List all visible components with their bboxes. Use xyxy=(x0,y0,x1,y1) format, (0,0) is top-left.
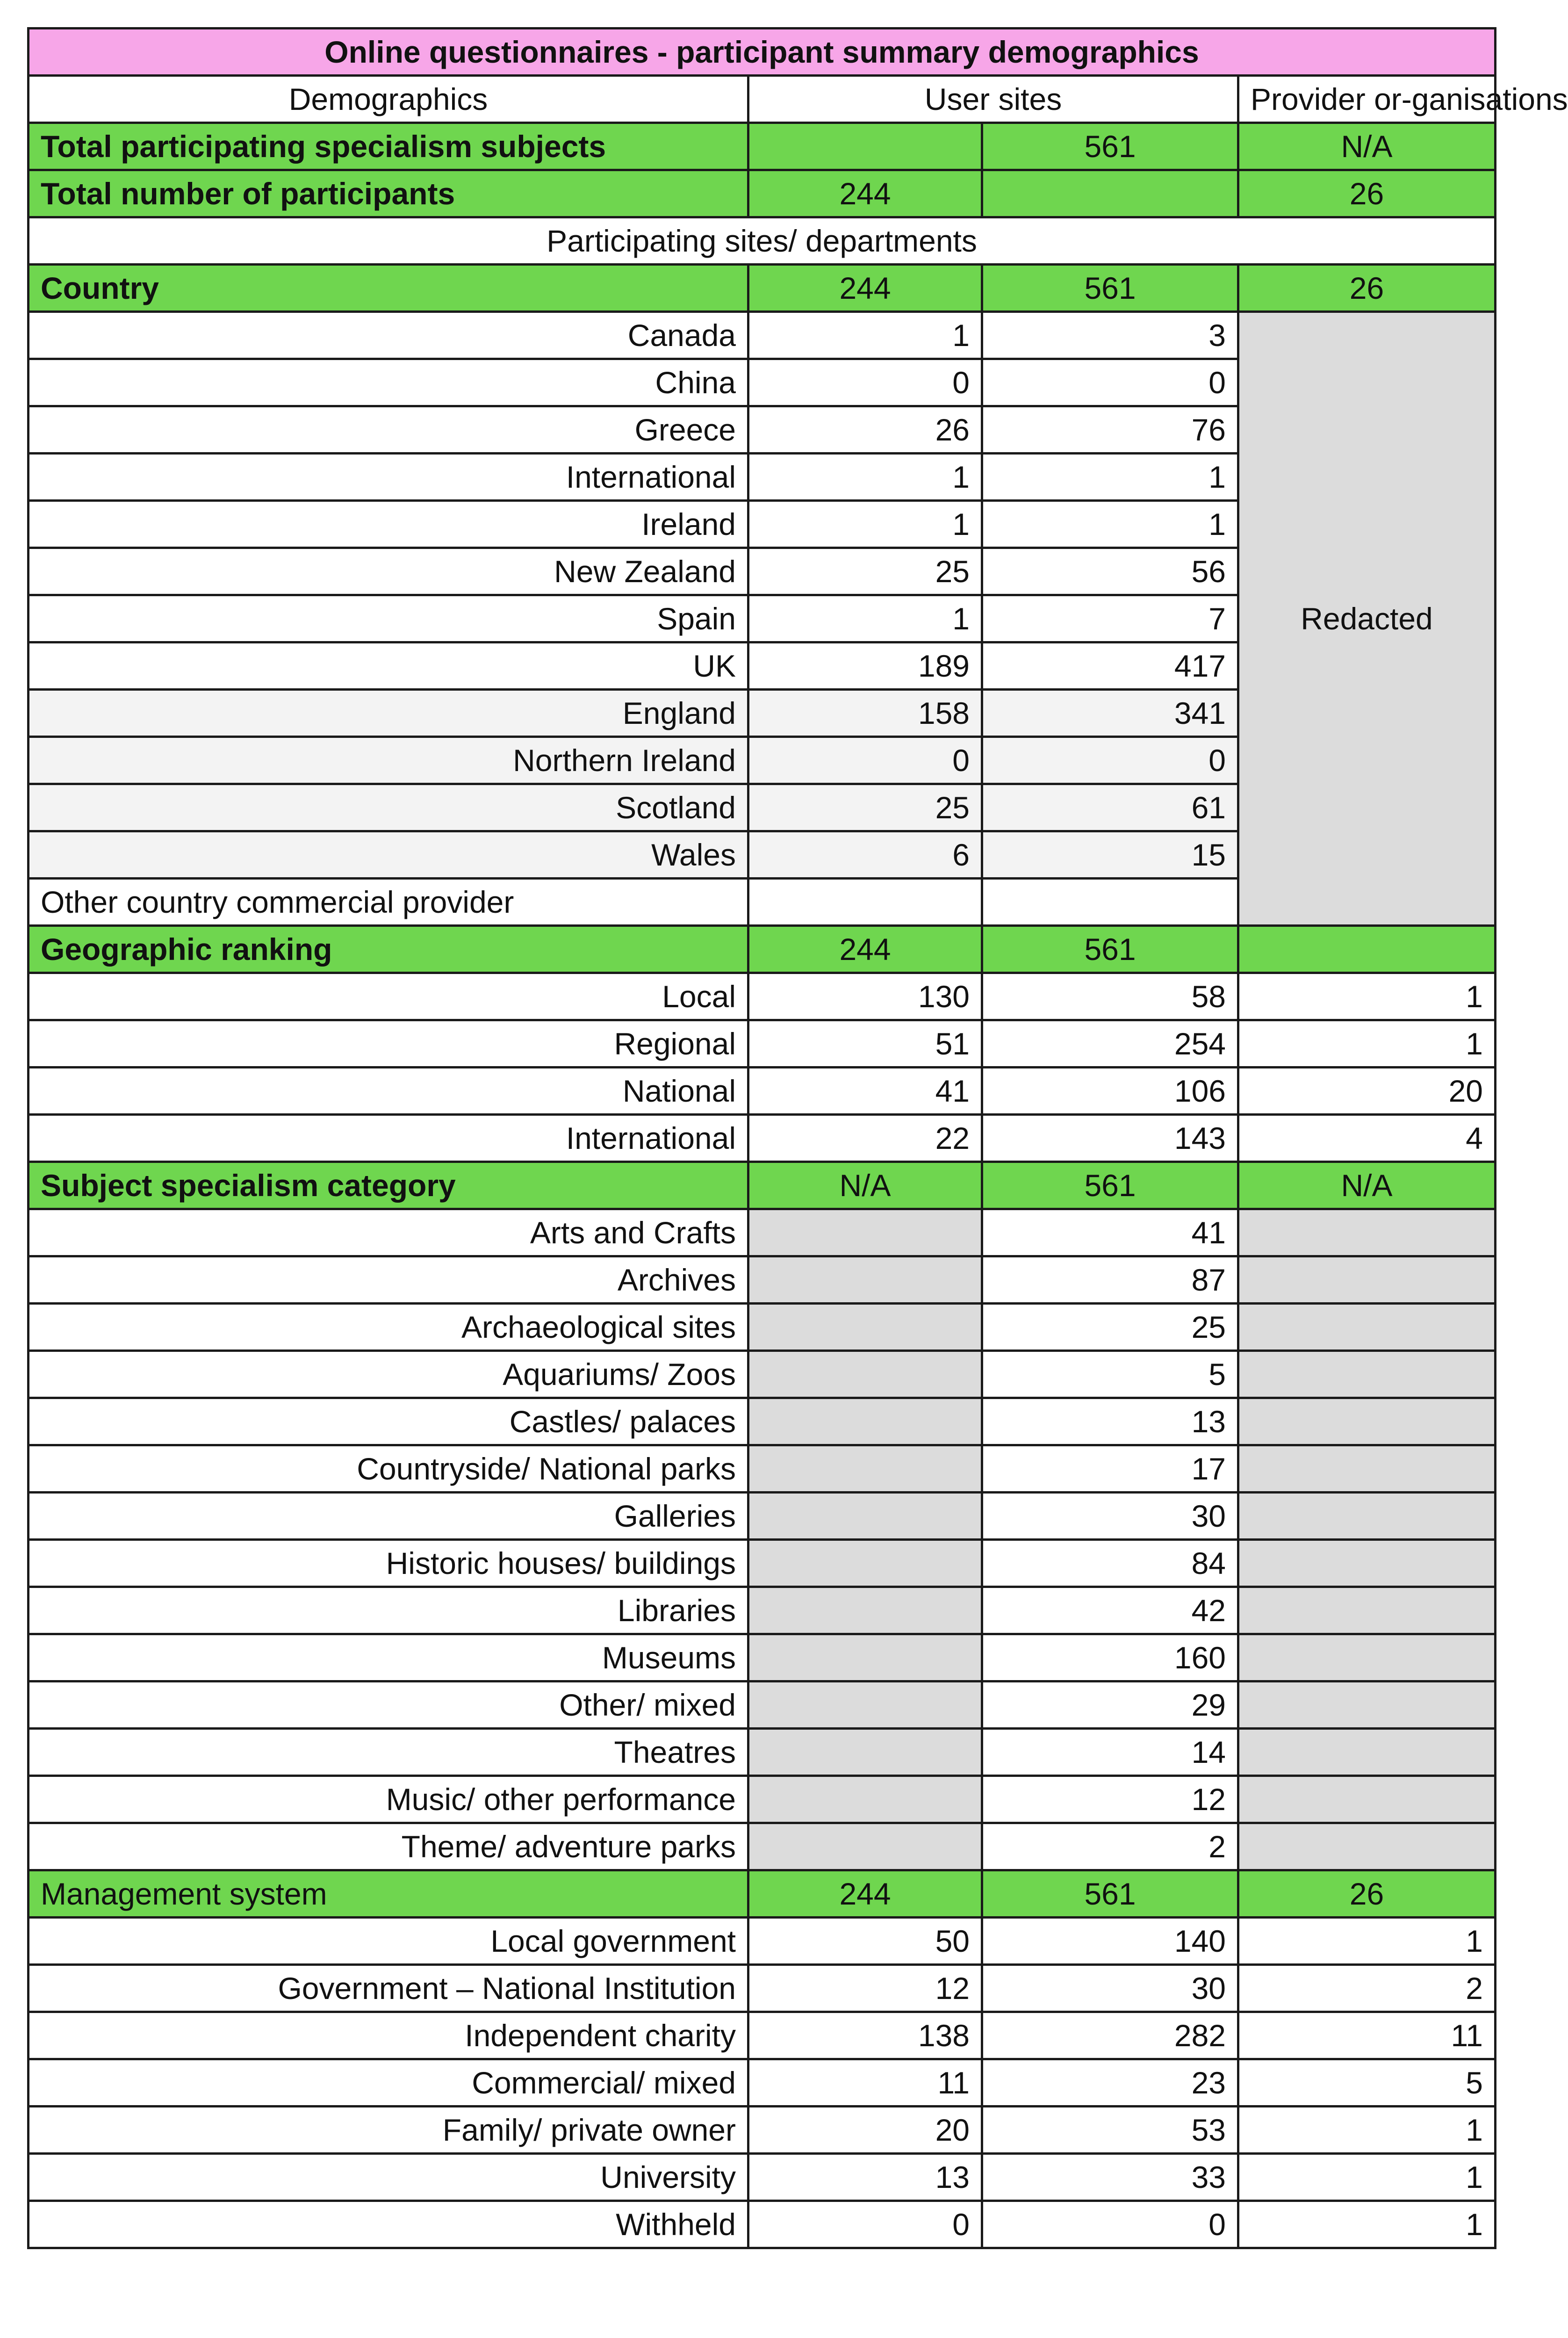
management-c2: 0 xyxy=(982,2201,1238,2248)
specialism-header-row xyxy=(29,1162,1496,1209)
management-c3: 26 xyxy=(1238,1870,1496,1918)
management-c2: 33 xyxy=(982,2154,1238,2201)
specialism-row xyxy=(29,1776,1496,1823)
specialism-c1-blank xyxy=(748,1681,982,1729)
specialism-row xyxy=(29,1398,1496,1445)
specialism-c3-blank xyxy=(1238,1681,1496,1729)
uk-nation-user-sites-value: 0 xyxy=(748,737,982,784)
uk-nation-name: Northern Ireland xyxy=(29,737,748,784)
total-participants-row xyxy=(29,170,1496,217)
specialism-c1-blank xyxy=(748,1256,982,1304)
geographic-row xyxy=(29,1068,1496,1115)
country-specialism-value: 417 xyxy=(982,642,1238,690)
management-c2: 53 xyxy=(982,2107,1238,2154)
specialism-c3-blank xyxy=(1238,1587,1496,1634)
management-name: Local government xyxy=(29,1918,748,1965)
specialism-row xyxy=(29,1634,1496,1681)
country-specialism-value: 76 xyxy=(982,406,1238,454)
total-specialism-c1 xyxy=(748,123,982,170)
country-name: Greece xyxy=(29,406,748,454)
specialism-c3-blank xyxy=(1238,1540,1496,1587)
specialism-c2: 13 xyxy=(982,1398,1238,1445)
uk-nation-name: Scotland xyxy=(29,784,748,831)
country-name: China xyxy=(29,359,748,406)
specialism-c1: N/A xyxy=(748,1162,982,1209)
country-header-row xyxy=(29,265,1496,312)
specialism-c2: 30 xyxy=(982,1493,1238,1540)
management-name: Commercial/ mixed xyxy=(29,2059,748,2107)
geographic-c3: 4 xyxy=(1238,1115,1496,1162)
specialism-c2: 84 xyxy=(982,1540,1238,1587)
total-participants-c1: 244 xyxy=(748,170,982,217)
geographic-c1: 130 xyxy=(748,973,982,1020)
country-name: Canada xyxy=(29,312,748,359)
management-c1: 11 xyxy=(748,2059,982,2107)
management-c3: 2 xyxy=(1238,1965,1496,2012)
management-row xyxy=(29,2107,1496,2154)
specialism-name: Music/ other performance xyxy=(29,1776,748,1823)
management-c2: 23 xyxy=(982,2059,1238,2107)
management-c3: 11 xyxy=(1238,2012,1496,2059)
country-user-sites-value: 1 xyxy=(748,454,982,501)
management-c1: 138 xyxy=(748,2012,982,2059)
uk-nation-name: Wales xyxy=(29,831,748,879)
uk-nation-specialism-value: 341 xyxy=(982,690,1238,737)
specialism-c1-blank xyxy=(748,1540,982,1587)
geographic-name: Local xyxy=(29,973,748,1020)
management-c3: 1 xyxy=(1238,1918,1496,1965)
management-c1: 50 xyxy=(748,1918,982,1965)
specialism-c1-blank xyxy=(748,1445,982,1493)
specialism-c1-blank xyxy=(748,1398,982,1445)
management-c1: 244 xyxy=(748,1870,982,1918)
management-name: Government – National Institution xyxy=(29,1965,748,2012)
country-name: New Zealand xyxy=(29,548,748,595)
specialism-c3-blank xyxy=(1238,1351,1496,1398)
management-row xyxy=(29,2154,1496,2201)
geographic-c1: 51 xyxy=(748,1020,982,1068)
title-row xyxy=(29,29,1496,76)
specialism-c1-blank xyxy=(748,1304,982,1351)
specialism-c1-blank xyxy=(748,1351,982,1398)
geographic-row xyxy=(29,1020,1496,1068)
management-row xyxy=(29,1965,1496,2012)
country-name: UK xyxy=(29,642,748,690)
country-c1: 244 xyxy=(748,265,982,312)
country-user-sites-value: 26 xyxy=(748,406,982,454)
geographic-c2: 58 xyxy=(982,973,1238,1020)
geographic-c1: 41 xyxy=(748,1068,982,1115)
management-c2: 282 xyxy=(982,2012,1238,2059)
management-label: Management system xyxy=(29,1870,748,1918)
header-provider-organisations: Provider or-ganisations xyxy=(1238,76,1496,123)
specialism-c2: 42 xyxy=(982,1587,1238,1634)
country-specialism-value: 7 xyxy=(982,595,1238,642)
geographic-c2: 106 xyxy=(982,1068,1238,1115)
management-c1: 20 xyxy=(748,2107,982,2154)
header-demographics: Demographics xyxy=(29,76,748,123)
uk-nation-specialism-value: 61 xyxy=(982,784,1238,831)
specialism-c2: 41 xyxy=(982,1209,1238,1256)
country-specialism-value: 3 xyxy=(982,312,1238,359)
specialism-c1-blank xyxy=(748,1823,982,1870)
country-label: Country xyxy=(29,265,748,312)
total-participants-label: Total number of participants xyxy=(29,170,748,217)
management-c2: 561 xyxy=(982,1870,1238,1918)
management-name: University xyxy=(29,2154,748,2201)
country-row xyxy=(29,312,1496,359)
country-specialism-value: 1 xyxy=(982,454,1238,501)
geographic-label: Geographic ranking xyxy=(29,926,748,973)
participating-sites-label: Participating sites/ departments xyxy=(29,217,1496,265)
management-c1: 13 xyxy=(748,2154,982,2201)
specialism-c3-blank xyxy=(1238,1823,1496,1870)
geographic-c2: 254 xyxy=(982,1020,1238,1068)
total-participants-c2 xyxy=(982,170,1238,217)
management-name: Withheld xyxy=(29,2201,748,2248)
specialism-name: Castles/ palaces xyxy=(29,1398,748,1445)
geographic-name: International xyxy=(29,1115,748,1162)
management-c3: 5 xyxy=(1238,2059,1496,2107)
management-header-row xyxy=(29,1870,1496,1918)
specialism-c2: 561 xyxy=(982,1162,1238,1209)
country-name: Spain xyxy=(29,595,748,642)
specialism-row xyxy=(29,1493,1496,1540)
specialism-c2: 2 xyxy=(982,1823,1238,1870)
specialism-c2: 14 xyxy=(982,1729,1238,1776)
management-c3: 1 xyxy=(1238,2201,1496,2248)
specialism-name: Archives xyxy=(29,1256,748,1304)
management-row xyxy=(29,2201,1496,2248)
geographic-c1: 244 xyxy=(748,926,982,973)
geographic-header-row xyxy=(29,926,1496,973)
country-name: International xyxy=(29,454,748,501)
specialism-row xyxy=(29,1681,1496,1729)
geographic-name: Regional xyxy=(29,1020,748,1068)
total-specialism-c2: 561 xyxy=(982,123,1238,170)
uk-nation-user-sites-value: 25 xyxy=(748,784,982,831)
management-name: Family/ private owner xyxy=(29,2107,748,2154)
specialism-row xyxy=(29,1256,1496,1304)
total-specialism-label: Total participating specialism subjects xyxy=(29,123,748,170)
specialism-row xyxy=(29,1351,1496,1398)
specialism-c3-blank xyxy=(1238,1776,1496,1823)
specialism-row xyxy=(29,1209,1496,1256)
specialism-name: Theatres xyxy=(29,1729,748,1776)
management-row xyxy=(29,2012,1496,2059)
header-row xyxy=(29,76,1496,123)
specialism-c2: 29 xyxy=(982,1681,1238,1729)
management-name: Independent charity xyxy=(29,2012,748,2059)
specialism-c3: N/A xyxy=(1238,1162,1496,1209)
geographic-c2: 561 xyxy=(982,926,1238,973)
geographic-c3: 1 xyxy=(1238,973,1496,1020)
specialism-name: Libraries xyxy=(29,1587,748,1634)
specialism-row xyxy=(29,1729,1496,1776)
specialism-label: Subject specialism category xyxy=(29,1162,748,1209)
specialism-c3-blank xyxy=(1238,1493,1496,1540)
geographic-c3: 1 xyxy=(1238,1020,1496,1068)
specialism-row xyxy=(29,1445,1496,1493)
management-c2: 140 xyxy=(982,1918,1238,1965)
country-user-sites-value: 0 xyxy=(748,359,982,406)
specialism-row xyxy=(29,1587,1496,1634)
specialism-name: Galleries xyxy=(29,1493,748,1540)
management-c2: 30 xyxy=(982,1965,1238,2012)
specialism-name: Museums xyxy=(29,1634,748,1681)
specialism-name: Countryside/ National parks xyxy=(29,1445,748,1493)
specialism-c2: 12 xyxy=(982,1776,1238,1823)
geographic-c2: 143 xyxy=(982,1115,1238,1162)
country-c3: 26 xyxy=(1238,265,1496,312)
country-c2: 561 xyxy=(982,265,1238,312)
management-c3: 1 xyxy=(1238,2154,1496,2201)
specialism-name: Other/ mixed xyxy=(29,1681,748,1729)
uk-nation-specialism-value: 0 xyxy=(982,737,1238,784)
specialism-name: Theme/ adventure parks xyxy=(29,1823,748,1870)
specialism-name: Arts and Crafts xyxy=(29,1209,748,1256)
specialism-row xyxy=(29,1540,1496,1587)
other-country-c2 xyxy=(982,879,1238,926)
country-specialism-value: 0 xyxy=(982,359,1238,406)
specialism-c3-blank xyxy=(1238,1256,1496,1304)
country-user-sites-value: 1 xyxy=(748,501,982,548)
country-user-sites-value: 1 xyxy=(748,312,982,359)
specialism-c3-blank xyxy=(1238,1209,1496,1256)
specialism-name: Aquariums/ Zoos xyxy=(29,1351,748,1398)
specialism-c3-blank xyxy=(1238,1398,1496,1445)
specialism-c1-blank xyxy=(748,1587,982,1634)
specialism-c3-blank xyxy=(1238,1304,1496,1351)
country-user-sites-value: 25 xyxy=(748,548,982,595)
management-c1: 12 xyxy=(748,1965,982,2012)
other-country-label: Other country commercial provider xyxy=(29,879,748,926)
total-specialism-c3: N/A xyxy=(1238,123,1496,170)
header-user-sites: User sites xyxy=(748,76,1238,123)
management-row xyxy=(29,2059,1496,2107)
country-user-sites-value: 1 xyxy=(748,595,982,642)
specialism-name: Historic houses/ buildings xyxy=(29,1540,748,1587)
management-row xyxy=(29,1918,1496,1965)
uk-nation-specialism-value: 15 xyxy=(982,831,1238,879)
uk-nation-user-sites-value: 6 xyxy=(748,831,982,879)
specialism-c3-blank xyxy=(1238,1445,1496,1493)
specialism-c2: 87 xyxy=(982,1256,1238,1304)
specialism-c2: 17 xyxy=(982,1445,1238,1493)
geographic-c1: 22 xyxy=(748,1115,982,1162)
total-participants-c3: 26 xyxy=(1238,170,1496,217)
specialism-row xyxy=(29,1304,1496,1351)
country-specialism-value: 1 xyxy=(982,501,1238,548)
uk-nation-user-sites-value: 158 xyxy=(748,690,982,737)
table-title: Online questionnaires - participant summary demographics xyxy=(29,29,1496,76)
management-c1: 0 xyxy=(748,2201,982,2248)
specialism-c3-blank xyxy=(1238,1729,1496,1776)
specialism-c1-blank xyxy=(748,1729,982,1776)
total-specialism-row xyxy=(29,123,1496,170)
country-user-sites-value: 189 xyxy=(748,642,982,690)
geographic-c3 xyxy=(1238,926,1496,973)
specialism-row xyxy=(29,1823,1496,1870)
geographic-c3: 20 xyxy=(1238,1068,1496,1115)
redacted-cell: Redacted xyxy=(1238,312,1496,926)
country-name: Ireland xyxy=(29,501,748,548)
specialism-c1-blank xyxy=(748,1776,982,1823)
participating-sites-row xyxy=(29,217,1496,265)
geographic-name: National xyxy=(29,1068,748,1115)
specialism-name: Archaeological sites xyxy=(29,1304,748,1351)
specialism-c1-blank xyxy=(748,1493,982,1540)
specialism-c1-blank xyxy=(748,1209,982,1256)
demographics-table xyxy=(27,27,1568,2249)
country-specialism-value: 56 xyxy=(982,548,1238,595)
specialism-c2: 5 xyxy=(982,1351,1238,1398)
specialism-c3-blank xyxy=(1238,1634,1496,1681)
geographic-row xyxy=(29,1115,1496,1162)
uk-nation-name: England xyxy=(29,690,748,737)
specialism-c2: 160 xyxy=(982,1634,1238,1681)
geographic-row xyxy=(29,973,1496,1020)
specialism-c2: 25 xyxy=(982,1304,1238,1351)
specialism-c1-blank xyxy=(748,1634,982,1681)
other-country-c1 xyxy=(748,879,982,926)
management-c3: 1 xyxy=(1238,2107,1496,2154)
